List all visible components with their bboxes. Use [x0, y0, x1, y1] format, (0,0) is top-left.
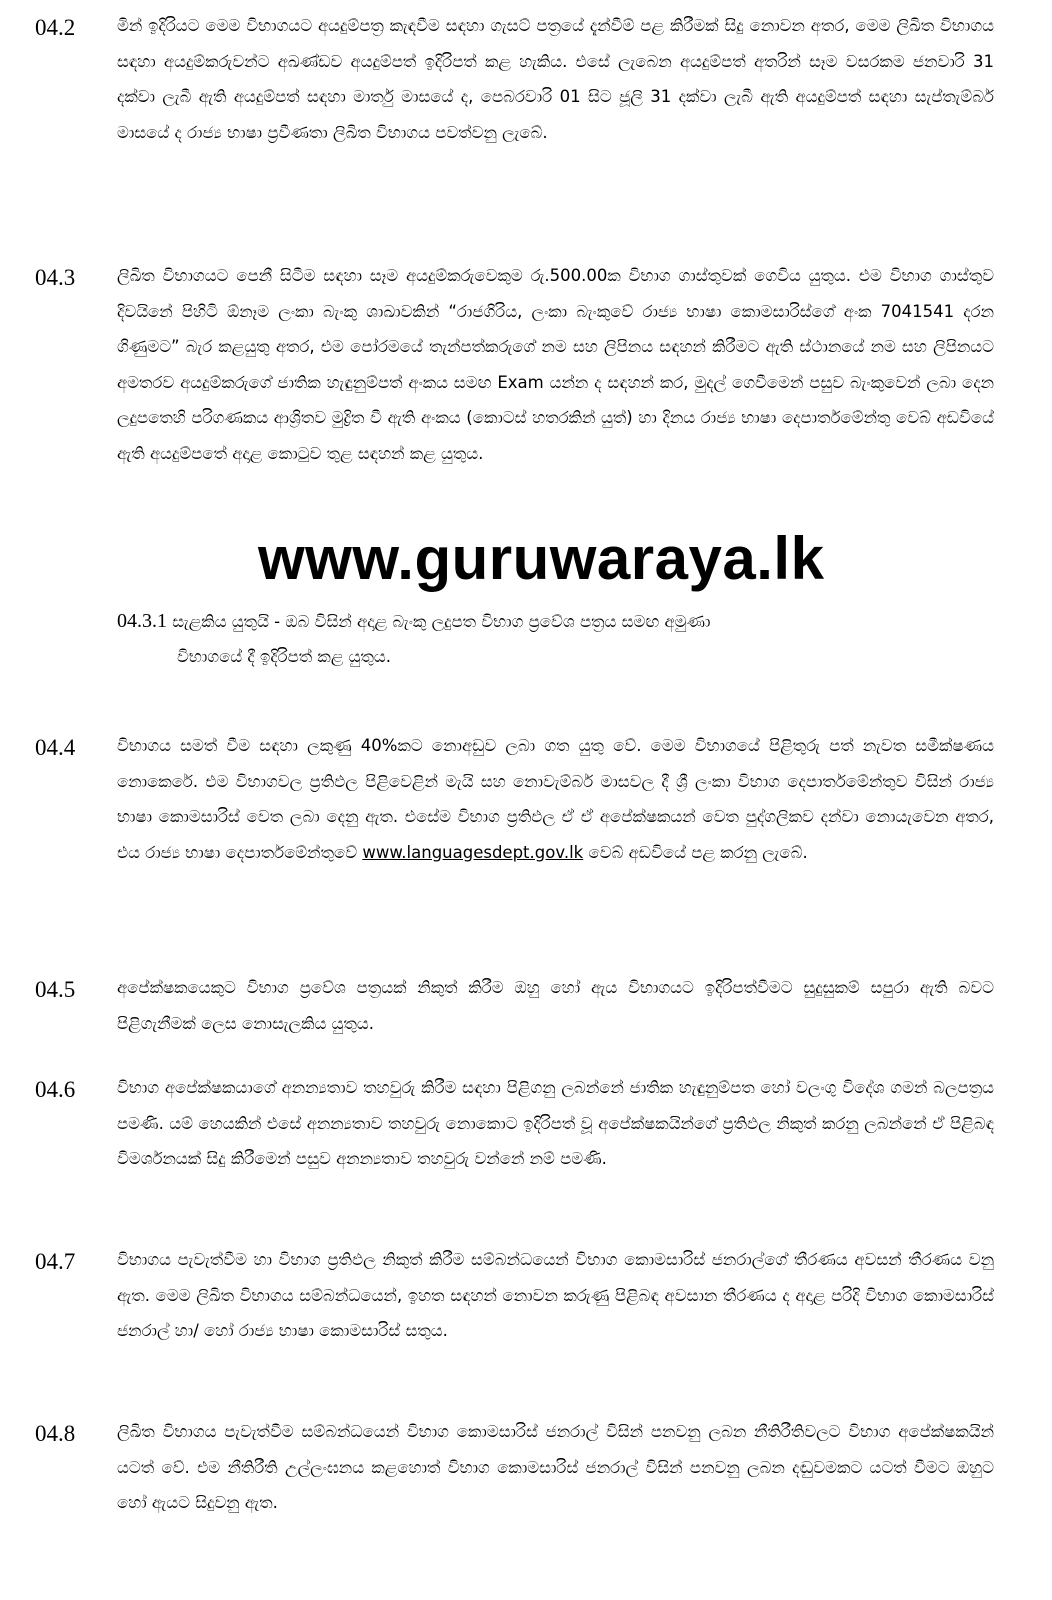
- section-text-after: වෙබ් අඩවියේ පළ කරනු ලැබේ.: [588, 842, 808, 862]
- section-text: විභාග අපේක්ෂකයාගේ අනන්‍යතාව තහවුරු කිරීම සඳහා පිළිගනු ලබන්නේ ජාතික හැඳුනුම්පත හෝ වලංගු විදේශ ගමන් බලපත්‍රය පමණි. යම් හෙයකින් එසේ අනන්‍යතාව තහවුරු නොකොට ඉදිරිපත් වූ අපේක්ෂකයින්ගේ ප්‍රතිඵල නිකුත් කරනු ලබන්නේ ඒ පිළිබඳ විමර්ශනයක් සිදු කිරීමෙන් පසුව අනන්‍යතාව තහවුරු වන්නේ නම් පමණි.: [117, 1078, 994, 1168]
- section-text: [117, 728, 994, 870]
- section-text: මින් ඉදිරියට මෙම විභාගයට අයදුම්පත්‍ර කැඳවීම සඳහා ගැසට් පත්‍රයේ දැන්වීම් පළ කිරීමක් සිදු නොවන අතර, මෙම ලිඛිත විභාගය සඳහා අයදුම්කරුවන්ට අඛණ්ඩව අයදුම්පත් ඉදිරිපත් කළ හැකිය. එසේ ලැබෙන අයදුම්පත් අතරින් සෑම වසරකම ජනවාරි 31 දක්වා ලැබී ඇති අයදුම්පත් සඳහා මාර්තු මාසයේ ද, පෙබරවාරි 01 සිට ජූලි 31 දක්වා ලැබී ඇති අයදුම්පත් සඳහා සැප්තැම්බර් මාසයේ ද රාජ්‍ය භාෂා ප්‍රවීණතා ලිඛිත විභාගය පවත්වනු ලැබේ.: [117, 16, 994, 142]
- watermark-text: www.guruwaraya.lk: [258, 525, 825, 592]
- section-number: 04.6: [35, 1077, 76, 1102]
- section-number: 04.3: [35, 265, 76, 290]
- section-text-body: විභාගය සමත් වීම සඳහා ලකුණු 40%කට නොඅඩුව ලබා ගත යුතු වේ. මෙම විභාගයේ පිළිතුරු පත් නැවත සමීක්ෂණය නොකෙරේ. එම විභාගවල ප්‍රතිඵල පිළිවෙළින් මැයි සහ නොවැම්බර් මාසවල දී ශ්‍රී ලංකා විභාග දෙපාර්තමේන්තුව විසින් රාජ්‍ය භාෂා කොමසාරිස් වෙත ලබා දෙනු ඇත. එසේම විභාග ප්‍රතිඵල ඒ ඒ අපේක්ෂකයන් වෙත පුද්ගලිකව දන්වා නොයැවෙන අතර, එය රාජ්‍ය භාෂා දෙපාර්තමේන්තුවේ: [117, 736, 994, 862]
- section-text-line1: සැළකිය යුතුයි - ඔබ විසින් අදාළ බැංකු ලදුපත විභාග ප්‍රවේශ පත්‍රය සමඟ අමුණා: [172, 612, 711, 631]
- section-number: 04.7: [35, 1249, 76, 1274]
- section-text: විභාගය පැවැත්වීම හා විභාග ප්‍රතිඵල නිකුත් කිරීම සම්බන්ධයෙන් විභාග කොමසාරිස් ජනරාල්ගේ තීරණය අවසන් තීරණය වනු ඇත. මෙම ලිඛිත විභාගය සම්බන්ධයෙන්, ඉහත සඳහන් නොවන කරුණු පිළිබඳ අවසාන තීරණය ද අදාළ පරිදි විභාග කොමසාරිස් ජනරාල් හා/ හෝ රාජ්‍ය භාෂා කොමසාරිස් සතුය.: [117, 1250, 994, 1340]
- section-04-3-1: [117, 604, 994, 666]
- section-number: 04.2: [35, 15, 76, 40]
- section-number: 04.4: [35, 735, 76, 760]
- section-number: 04.5: [35, 977, 76, 1002]
- languages-dept-link[interactable]: www.languagesdept.gov.lk: [362, 842, 584, 862]
- section-text-line2: විභාගයේ දී ඉදිරිපත් කළ යුතුය.: [177, 647, 392, 666]
- section-text: ලිඛිත විභාගය පැවැත්වීම සම්බන්ධයෙන් විභාග කොමසාරිස් ජනරාල් විසින් පනවනු ලබන නීතිරීතිවලට විභාග අපේක්ෂකයින් යටත් වේ. එම නීතිරීති උල්ලංඝනය කළහොත් විභාග කොමසාරිස් ජනරාල් විසින් පනවනු ලබන දඬුවමකට යටත් වීමට ඔහුට හෝ ඇයට සිදුවනු ඇත.: [117, 1422, 994, 1512]
- section-number: 04.8: [35, 1421, 76, 1446]
- section-text: අපේක්ෂකයෙකුට විභාග ප්‍රවේශ පත්‍රයක් නිකුත් කිරීම ඔහු හෝ ඇය විභාගයට ඉදිරිපත්වීමට සුදුසුකම් සපුරා ඇති බවට පිළිගැනීමක් ලෙස නොසැලකිය යුතුය.: [117, 978, 994, 1033]
- section-text: ලිඛිත විභාගයට පෙනී සිටීම සඳහා සෑම අයදුම්කරුවෙකුම රු.500.00ක විභාග ගාස්තුවක් ගෙවිය යුතුය. එම විභාග ගාස්තුව දිවයිනේ පිහිටි ඕනෑම ලංකා බැංකු ශාඛාවකින් “රාජගිරිය, ලංකා බැංකුවේ රාජ්‍ය භාෂා කොමසාරිස්ගේ අංක 7041541 දරන ගිණුමට” බැර කළයුතු අතර, එම පෝරමයේ තැන්පත්කරුගේ නම සහ ලිපිනය සඳහන් කිරීමට ඇති ස්ථානයේ නම සහ ලිපිනයට අමතරව අයදුම්කරුගේ ජාතික හැඳුනුම්පත් අංකය සමඟ Exam යන්න ද සඳහන් කර, මුදල් ගෙවීමෙන් පසුව බැංකුවෙන් ලබා දෙන ලදුපතෙහි පරිගණකය ආශ්‍රිතව මුද්‍රිත වී ඇති අංකය (කොටස් හතරකින් යුත්) හා දිනය රාජ්‍ය භාෂා දෙපාර්තමේන්තු වෙබ් අඩවියේ ඇති අයදුම්පතේ අදාළ කොටුව තුළ සඳහන් කළ යුතුය.: [117, 266, 994, 463]
- section-number: 04.3.1: [117, 610, 167, 632]
